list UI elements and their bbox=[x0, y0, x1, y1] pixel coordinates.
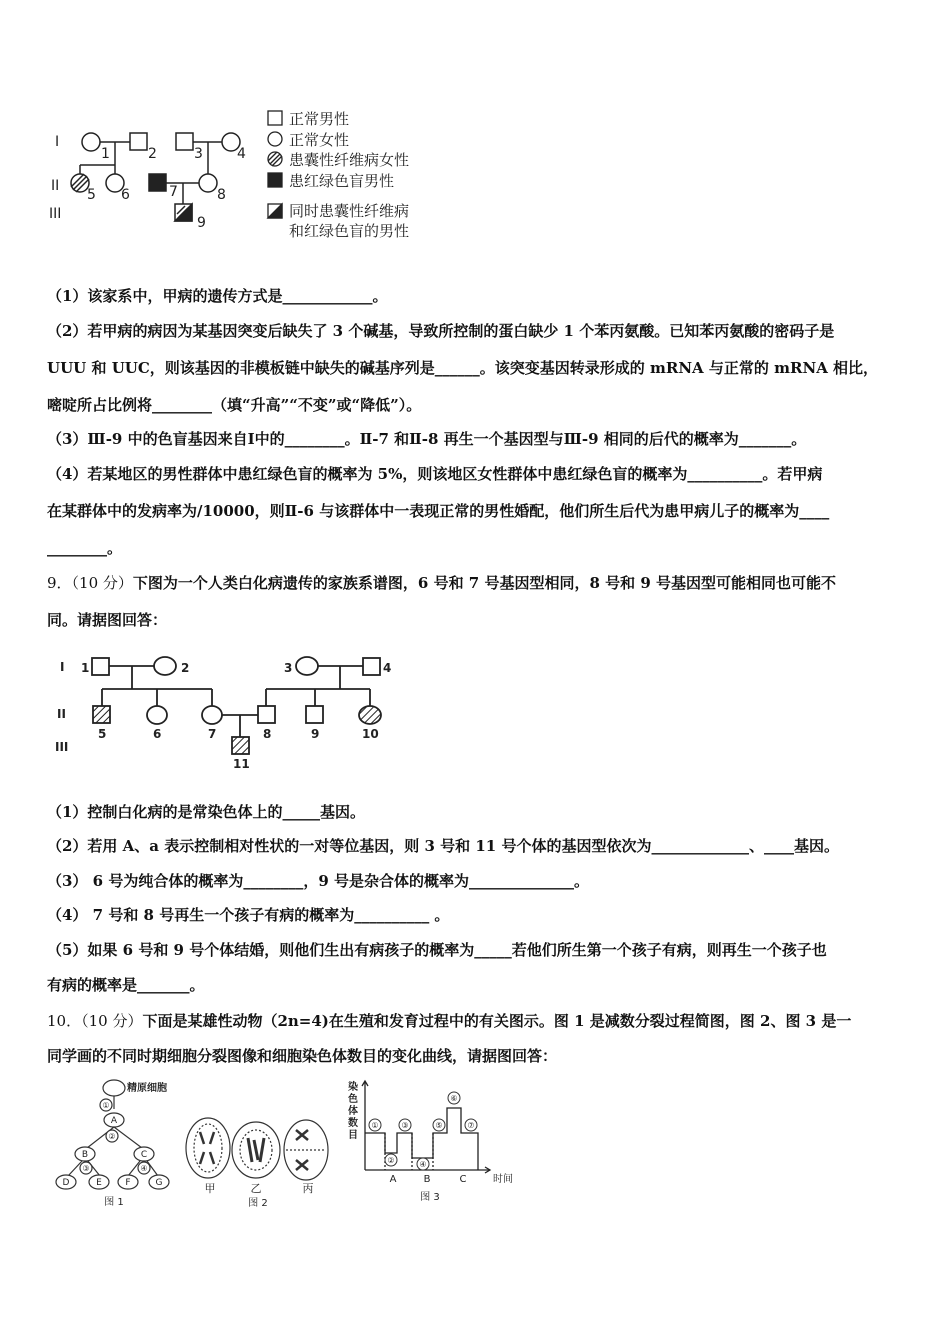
stage-6: ⑥ bbox=[450, 1094, 458, 1103]
id-4: 4 bbox=[237, 146, 246, 162]
person-1 bbox=[92, 658, 109, 675]
q8-part3: （3）Ⅲ-9 中的色盲基因来自Ⅰ中的________。Ⅱ-7 和Ⅱ-8 再生一个基因型与Ⅲ-9 相同的后代的概率为_______。 bbox=[47, 430, 807, 448]
q9-heading bbox=[47, 573, 836, 593]
q9-part5-line2: 有病的概率是_______。 bbox=[47, 976, 205, 994]
node-C-label: C bbox=[140, 1150, 148, 1160]
node-A-label: A bbox=[110, 1116, 118, 1126]
q8-part4-line1: （4）若某地区的男性群体中患红绿色盲的概率为 5%，则该地区女性群体中患红绿色盲的概率为__________。若甲病 bbox=[47, 465, 823, 483]
q8-part2-line3: 嘧啶所占比例将________（填“升高”“不变”或“降低”）。 bbox=[47, 396, 422, 414]
person-9 bbox=[306, 706, 323, 723]
person-5 bbox=[93, 706, 110, 723]
stage-1: ① bbox=[371, 1121, 379, 1130]
label-9: 9 bbox=[311, 727, 320, 741]
person-11 bbox=[232, 737, 249, 754]
person-I-2 bbox=[130, 133, 147, 150]
label-6: 6 bbox=[153, 727, 162, 741]
q9-part4: （4） 7 号和 8 号再生一个孩子有病的概率为__________ 。 bbox=[47, 906, 450, 924]
id-7: 7 bbox=[169, 184, 178, 200]
node-E-label: E bbox=[96, 1178, 102, 1188]
q9-heading-line2: 同。请据图回答： bbox=[47, 611, 168, 629]
q8-part2-line2: UUU 和 UUC，则该基因的非模板链中缺失的碱基序列是______。该突变基因转录形成的 mRNA 与正常的 mRNA 相比， bbox=[47, 359, 879, 377]
step-4-label: ④ bbox=[140, 1164, 148, 1173]
id-6: 6 bbox=[121, 187, 130, 203]
person-3 bbox=[296, 657, 318, 675]
q9-part2: （2）若用 A、a 表示控制相对性状的一对等位基因，则 3 号和 11 号个体的基因型依次为_____________、____基因。 bbox=[47, 837, 839, 855]
label-4: 4 bbox=[383, 661, 392, 675]
gen-label-III: III bbox=[49, 206, 62, 222]
q9-number: 9．（10 分） bbox=[47, 574, 133, 592]
q8-part4-line2: 在某群体中的发病率为/10000，则Ⅱ-6 与该群体中一表现正常的男性婚配，他们所生后代为患甲病儿子的概率为____ bbox=[47, 502, 830, 520]
q9-part1: （1）控制白化病的是常染色体上的_____基因。 bbox=[47, 803, 365, 821]
ylabel-char-3: 体 bbox=[348, 1106, 358, 1117]
label-11: 11 bbox=[233, 757, 250, 770]
spermatogonium-node bbox=[103, 1080, 125, 1096]
cell-jia bbox=[186, 1118, 230, 1178]
legend-normal-female-icon bbox=[268, 132, 282, 146]
label-7: 7 bbox=[208, 727, 217, 741]
id-8: 8 bbox=[217, 187, 226, 203]
legend-normal-male: 正常男性 bbox=[289, 110, 350, 128]
q10-heading-line2: 同学画的不同时期细胞分裂图像和细胞染色体数目的变化曲线，请据图回答： bbox=[47, 1047, 558, 1065]
chromosome-curve-figure bbox=[345, 1078, 525, 1208]
person-7 bbox=[202, 706, 222, 724]
q9-part5-line1: （5）如果 6 号和 9 号个体结婚，则他们生出有病孩子的概率为_____若他们所生第一个孩子有病，则再生一个孩子也 bbox=[47, 941, 827, 959]
legend-both-line2: 和红绿色盲的男性 bbox=[289, 222, 410, 240]
cell-yi-label: 乙 bbox=[250, 1182, 262, 1195]
figure-3-caption: 图 3 bbox=[420, 1192, 440, 1203]
legend-colorblind-male: 患红绿色盲男性 bbox=[289, 172, 395, 190]
person-II-8 bbox=[199, 174, 217, 192]
xtick-C: C bbox=[459, 1174, 467, 1185]
node-B-label: B bbox=[81, 1150, 89, 1160]
pedigree-figure-1 bbox=[45, 100, 445, 240]
xtick-A: A bbox=[389, 1174, 397, 1185]
label-2: 2 bbox=[181, 661, 190, 675]
figure-2-caption: 图 2 bbox=[248, 1198, 268, 1209]
id-1: 1 bbox=[101, 146, 110, 162]
person-6 bbox=[147, 706, 167, 724]
ylabel-char-2: 色 bbox=[348, 1094, 358, 1105]
label-3: 3 bbox=[284, 661, 293, 675]
node-G-label: G bbox=[155, 1178, 163, 1188]
gen-I: I bbox=[60, 660, 65, 674]
cell-jia-label: 甲 bbox=[204, 1182, 216, 1195]
q8-part4-line3: ________。 bbox=[47, 539, 123, 557]
ylabel-char-1: 染 bbox=[348, 1082, 358, 1093]
q8-part1: （1）该家系中，甲病的遗传方式是____________。 bbox=[47, 287, 388, 305]
legend-both-line1: 同时患囊性纤维病 bbox=[289, 202, 410, 220]
person-2 bbox=[154, 657, 176, 675]
pedigree-figure-albinism bbox=[55, 650, 415, 770]
stage-7: ⑦ bbox=[467, 1121, 475, 1130]
legend-normal-male-icon bbox=[268, 111, 282, 125]
id-5: 5 bbox=[87, 187, 96, 203]
label-1: 1 bbox=[81, 661, 90, 675]
node-D-label: D bbox=[62, 1178, 70, 1188]
xlabel: 时间 bbox=[493, 1174, 513, 1185]
cell-division-figure bbox=[178, 1110, 338, 1210]
q8-part2-line1: （2）若甲病的病因为某基因突变后缺失了 3 个碱基，导致所控制的蛋白缺少 1 个苯丙氨酸。已知苯丙氨酸的密码子是 bbox=[47, 322, 835, 340]
gen-II: II bbox=[57, 707, 66, 721]
person-I-3 bbox=[176, 133, 193, 150]
spermatogonium-label: 精原细胞 bbox=[127, 1083, 167, 1094]
stage-2: ② bbox=[387, 1156, 395, 1165]
q9-part3: （3） 6 号为纯合体的概率为________，9 号是杂合体的概率为______________。 bbox=[47, 872, 589, 890]
figure-1-caption: 图 1 bbox=[104, 1197, 124, 1208]
gen-label-II: II bbox=[51, 178, 60, 194]
person-8 bbox=[258, 706, 275, 723]
step-1-label: ① bbox=[102, 1101, 110, 1110]
id-3: 3 bbox=[194, 146, 203, 162]
stage-4: ④ bbox=[419, 1160, 427, 1169]
legend-colorblind-male-icon bbox=[268, 173, 282, 187]
id-2: 2 bbox=[148, 146, 157, 162]
xtick-B: B bbox=[423, 1174, 431, 1185]
person-10 bbox=[359, 706, 381, 724]
gen-label-I: I bbox=[55, 134, 60, 150]
legend-cf-female: 患囊性纤维病女性 bbox=[289, 151, 410, 169]
stage-5: ⑤ bbox=[435, 1121, 443, 1130]
cell-bing-label: 丙 bbox=[302, 1182, 314, 1195]
ylabel-char-4: 数 bbox=[348, 1118, 358, 1129]
step-2-label: ② bbox=[108, 1132, 116, 1141]
legend-normal-female: 正常女性 bbox=[289, 131, 350, 149]
step-3-label: ③ bbox=[82, 1164, 90, 1173]
stage-3: ③ bbox=[401, 1121, 409, 1130]
ylabel-char-5: 目 bbox=[348, 1130, 358, 1141]
person-II-7 bbox=[149, 174, 166, 191]
node-F-label: F bbox=[125, 1178, 131, 1188]
q10-number: 10．（10 分） bbox=[47, 1012, 143, 1030]
label-5: 5 bbox=[98, 727, 107, 741]
q9-heading-text: 下图为一个人类白化病遗传的家族系谱图，6 号和 7 号基因型相同，8 号和 9 号基因型可能相同也可能不 bbox=[132, 574, 836, 592]
meiosis-tree-figure bbox=[52, 1076, 182, 1211]
person-I-1 bbox=[82, 133, 100, 151]
label-10: 10 bbox=[362, 727, 379, 741]
q10-heading-text: 下面是某雄性动物（2n=4)在生殖和发育过程中的有关图示。图 1 是减数分裂过程简图，图 2、图 3 是一 bbox=[142, 1012, 852, 1030]
q10-heading bbox=[47, 1011, 851, 1031]
id-9: 9 bbox=[197, 215, 206, 231]
label-8: 8 bbox=[263, 727, 272, 741]
gen-III: III bbox=[55, 740, 69, 754]
person-4 bbox=[363, 658, 380, 675]
